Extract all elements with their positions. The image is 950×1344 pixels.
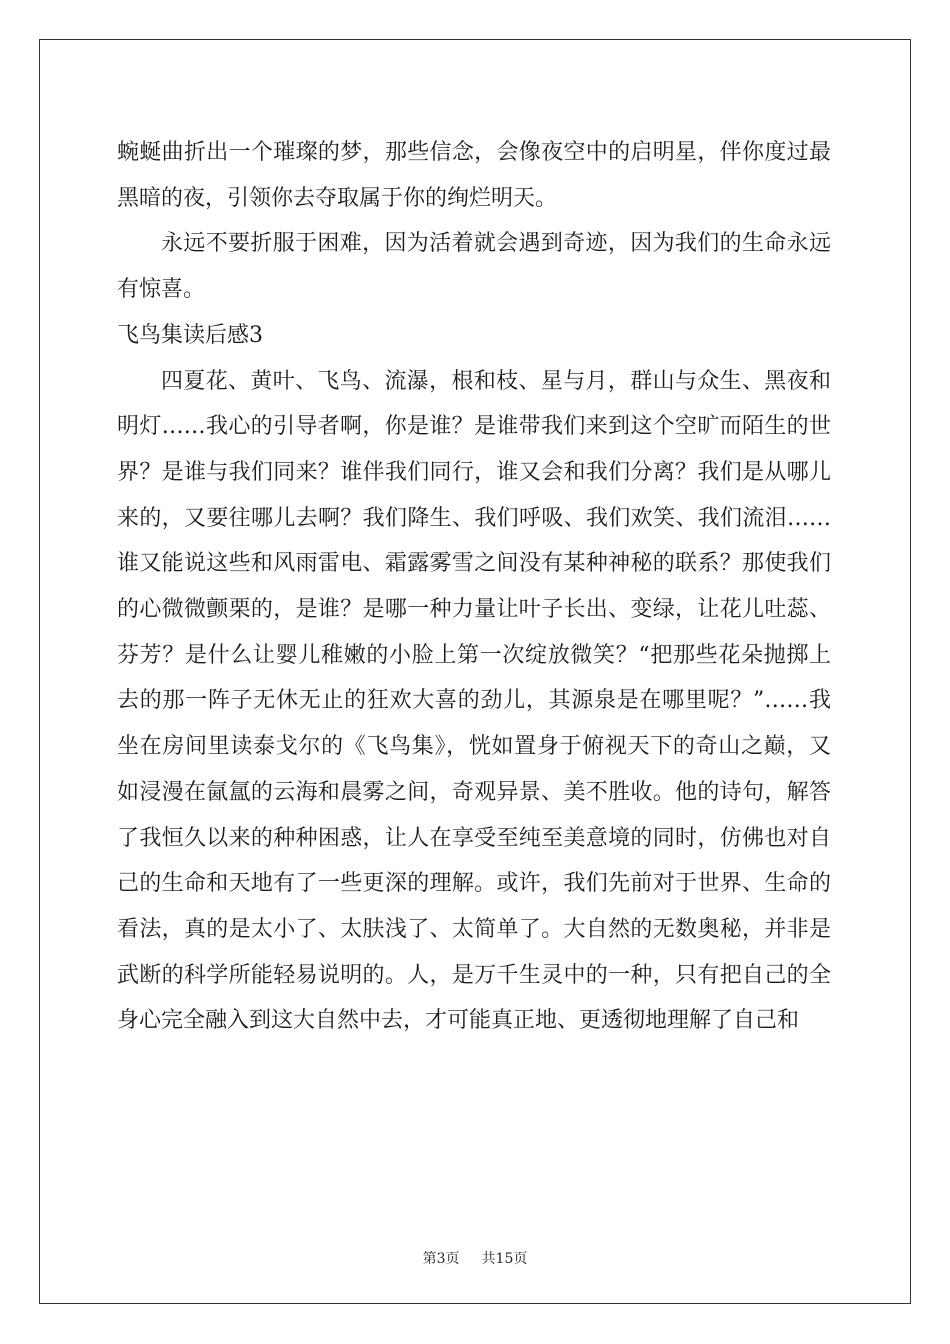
paragraph-1: 蜿蜒曲折出一个璀璨的梦，那些信念，会像夜空中的启明星，伴你度过最黑暗的夜，引领你去夺取属于你的绚烂明天。 <box>117 140 831 211</box>
page-footer <box>0 1248 950 1268</box>
section-heading: 飞鸟集读后感3 <box>117 322 263 348</box>
page-number: 第3页 <box>422 1251 460 1267</box>
paragraph-3: 四夏花、黄叶、飞鸟、流瀑，根和枝、星与月，群山与众生、黑夜和明灯……我心的引导者啊，你是谁？是谁带我们来到这个空旷而陌生的世界？是谁与我们同来？谁伴我们同行，谁又会和我们分离？我们是从哪儿来的，又要往哪儿去啊？我们降生、我们呼吸、我们欢笑、我们流泪……谁又能说这些和风雨雷电、霜露雾雪之间没有某种神秘的联系？那使我们的心微微颤栗的，是谁？是哪一种力量让叶子长出、变绿，让花儿吐蕊、芬芳？是什么让婴儿稚嫩的小脸上第一次绽放微笑？“把那些花朵抛掷上去的那一阵子无休无止的狂欢大喜的劲儿，其源泉是在哪里呢？”……我坐在房间里读泰戈尔的《飞鸟集》，恍如置身于俯视天下的奇山之巅，又如浸漫在氤氲的云海和晨雾之间，奇观异景、美不胜收。他的诗句，解答了我恒久以来的种种困惑，让人在享受至纯至美意境的同时，仿佛也对自己的生命和天地有了一些更深的理解。或许，我们先前对于世界、生命的看法，真的是太小了、太肤浅了、太简单了。大自然的无数奥秘，并非是武断的科学所能轻易说明的。人，是万千生灵中的一种，只有把自己的全身心完全融入到这大自然中去，才可能真正地、更透彻地理解了自己和 <box>117 368 831 1034</box>
paragraph-2: 永远不要折服于困难，因为活着就会遇到奇迹，因为我们的生命永远有惊喜。 <box>117 231 831 303</box>
page-total: 共15页 <box>481 1251 528 1267</box>
document-body <box>117 130 831 1044</box>
